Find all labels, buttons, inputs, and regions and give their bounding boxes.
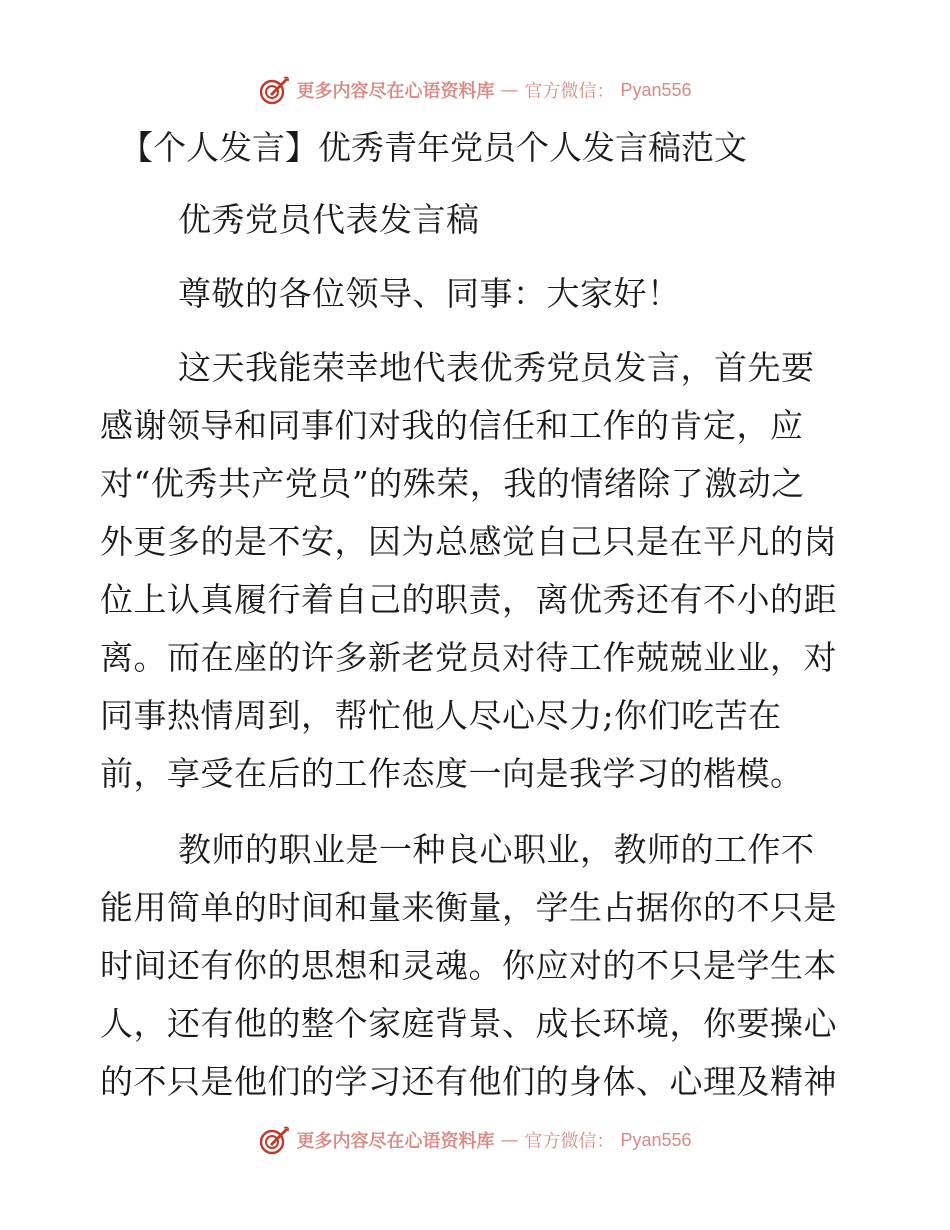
banner-wechat-id: Pyan556 xyxy=(620,1129,692,1150)
paragraph-line: 感谢领导和同事们对我的信任和工作的肯定，应 xyxy=(100,406,804,445)
banner-slogan: 更多内容尽在心语资料库 xyxy=(296,1131,495,1152)
header-banner xyxy=(0,70,950,110)
banner-wechat-label: 官方微信： xyxy=(524,81,615,102)
banner-wechat-label: 官方微信： xyxy=(524,1131,615,1152)
paragraph-line: 位上认真履行着自己的职责，离优秀还有不小的距 xyxy=(100,580,837,619)
paragraph-line: 时间还有你的思想和灵魂。你应对的不只是学生本 xyxy=(100,946,837,985)
paragraph-line: 这天我能荣幸地代表优秀党员发言，首先要 xyxy=(178,348,815,387)
feather-pen-logo-icon xyxy=(258,74,290,106)
banner-separator: — xyxy=(500,79,519,101)
paragraph-line: 人，还有他的整个家庭背景、成长环境，你要操心 xyxy=(100,1004,837,1043)
paragraph-line: 能用简单的时间和量来衡量，学生占据你的不只是 xyxy=(100,888,837,927)
salutation: 尊敬的各位领导、同事：大家好！ xyxy=(178,274,681,313)
banner-separator: — xyxy=(500,1129,519,1151)
document-title: 【个人发言】优秀青年党员个人发言稿范文 xyxy=(120,128,747,167)
paragraph-line: 外更多的是不安，因为总感觉自己只是在平凡的岗 xyxy=(100,522,837,561)
footer-banner xyxy=(0,1120,950,1160)
paragraph-line: 同事热情周到，帮忙他人尽心尽力;你们吃苦在 xyxy=(100,696,782,735)
banner-wechat-id: Pyan556 xyxy=(620,79,692,100)
feather-pen-logo-icon xyxy=(258,1124,290,1156)
paragraph-line: 离。而在座的许多新老党员对待工作兢兢业业，对 xyxy=(100,638,837,677)
document-subtitle: 优秀党员代表发言稿 xyxy=(178,200,480,239)
paragraph-line: 对“优秀共产党员”的殊荣，我的情绪除了激动之 xyxy=(100,464,805,503)
paragraph-line: 教师的职业是一种良心职业，教师的工作不 xyxy=(178,830,815,869)
banner-slogan: 更多内容尽在心语资料库 xyxy=(296,81,495,102)
paragraph-line: 的不只是他们的学习还有他们的身体、心理及精神 xyxy=(100,1062,837,1101)
paragraph-line: 前，享受在后的工作态度一向是我学习的楷模。 xyxy=(100,754,804,793)
